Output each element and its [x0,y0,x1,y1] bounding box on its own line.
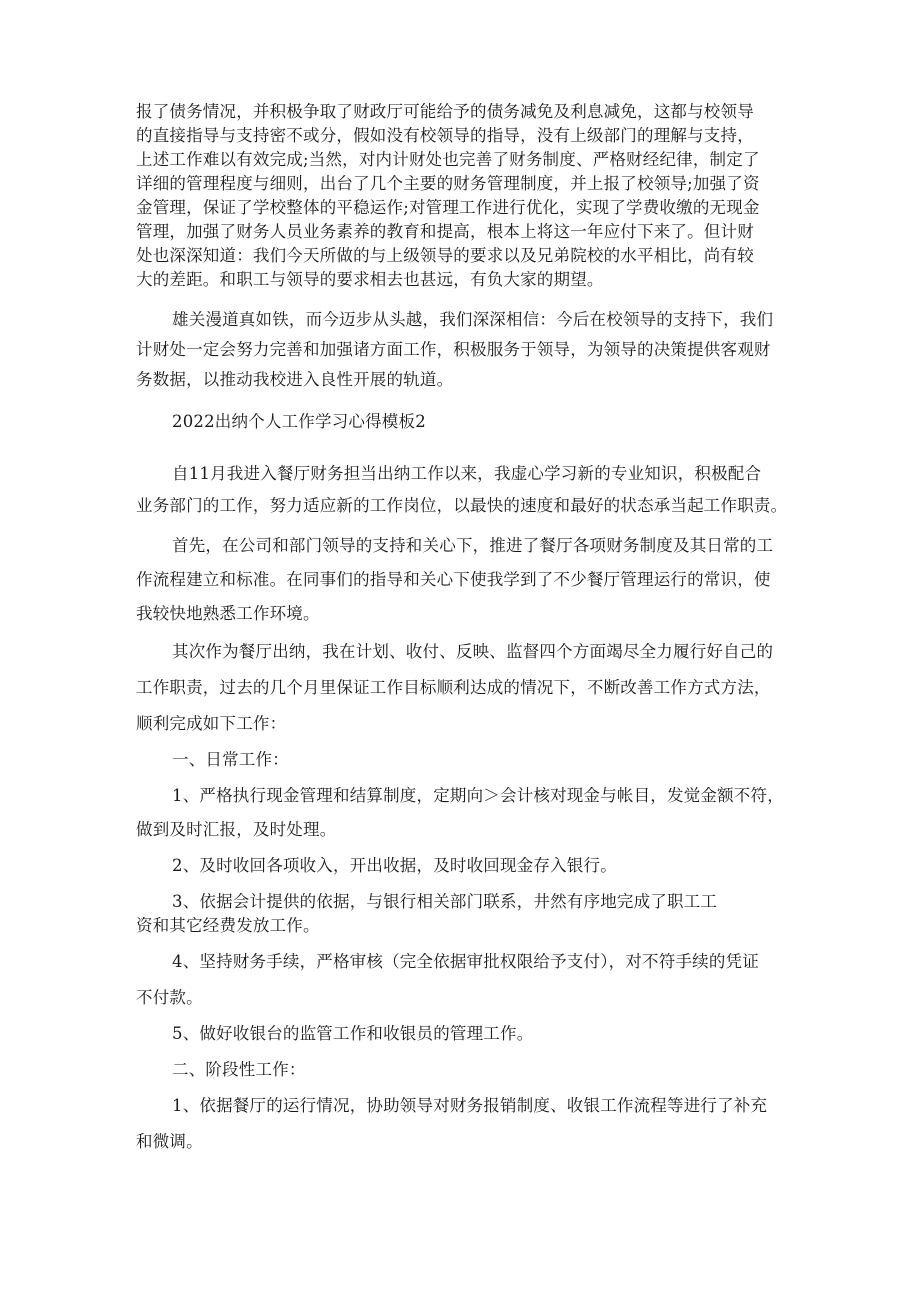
daily-work-heading: 一、日常工作： [172,750,289,769]
daily-item-line: 做到及时汇报，及时处理。 [136,820,337,839]
daily-item-line: 3、依据会计提供的依据，与银行相关部门联系，井然有序地完成了职工工 [172,892,718,911]
daily-item-line: 5、做好收银台的监管工作和收银员的管理工作。 [172,1024,534,1043]
paragraph-line: 顺利完成如下工作： [136,714,287,733]
daily-item-line: 2、及时收回各项收入，开出收据，及时收回现金存入银行。 [172,856,617,875]
intro-line: 报了债务情况，并积极争取了财政厅可能给予的债务减免及利息减免，这都与校领导 [136,102,754,121]
paragraph-line: 作流程建立和标准。在同事们的指导和关心下使我学到了不少餐厅管理运行的常识，使 [136,570,771,589]
paragraph-line: 我较快地熟悉工作环境。 [136,604,320,623]
intro-line: 管理，加强了财务人员业务素养的教育和提高，根本上将这一年应付下来了。但计财 [136,222,754,241]
daily-item-line: 不付款。 [136,988,203,1007]
intro-line: 的直接指导与支持密不或分，假如没有校领导的指导，没有上级部门的理解与支持， [136,126,754,145]
conclusion-line: 计财处一定会努力完善和加强诸方面工作，积极服务于领导，为领导的决策提供客观财 [136,340,771,359]
section-title: 2022出纳个人工作学习心得模板2 [172,412,426,431]
paragraph-line: 首先，在公司和部门领导的支持和关心下，推进了餐厅各项财务制度及其日常的工 [172,536,774,555]
intro-line: 大的差距。和职工与领导的要求相去也甚远，有负大家的期望。 [136,270,604,289]
intro-line: 处也深深知道：我们今天所做的与上级领导的要求以及兄弟院校的水平相比，尚有较 [136,246,754,265]
paragraph-line: 业务部门的工作，努力适应新的工作岗位，以最快的速度和最好的状态承当起工作职责。 [136,496,788,515]
daily-item-line: 1、严格执行现金管理和结算制度，定期向＞会计核对现金与帐目，发觉金额不符， [172,786,784,805]
daily-item-line: 资和其它经费发放工作。 [136,916,320,935]
daily-item-line: 4、坚持财务手续，严格审核（完全依据审批权限给予支付），对不符手续的凭证 [172,952,759,971]
paragraph-line: 自11月我进入餐厅财务担当出纳工作以来，我虚心学习新的专业知识，积极配合 [172,464,762,483]
stage-item-line: 和微调。 [136,1132,203,1151]
paragraph-line: 工作职责，过去的几个月里保证工作目标顺利达成的情况下，不断改善工作方式方法， [136,678,771,697]
paragraph-line: 其次作为餐厅出纳，我在计划、收付、反映、监督四个方面竭尽全力履行好自己的 [172,642,774,661]
stage-work-heading: 二、阶段性工作： [172,1060,306,1079]
intro-line: 上述工作难以有效完成;当然，对内计财处也完善了财务制度、严格财经纪律，制定了 [136,150,760,169]
conclusion-line: 务数据，以推动我校进入良性开展的轨道。 [136,370,454,389]
intro-line: 详细的管理程度与细则，出台了几个主要的财务管理制度，并上报了校领导;加强了资 [136,174,760,193]
stage-item-line: 1、依据餐厅的运行情况，协助领导对财务报销制度、收银工作流程等进行了补充 [172,1096,768,1115]
intro-line: 金管理，保证了学校整体的平稳运作;对管理工作进行优化，实现了学费收缴的无现金 [136,198,760,217]
conclusion-line: 雄关漫道真如铁，而今迈步从头越，我们深深相信：今后在校领导的支持下，我们 [172,310,774,329]
